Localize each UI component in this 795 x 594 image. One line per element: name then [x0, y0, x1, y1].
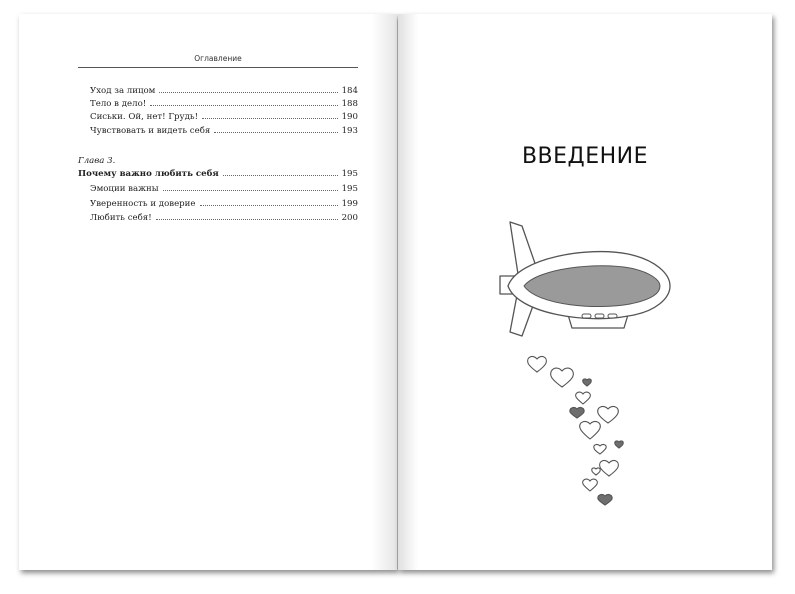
toc-entry-page: 195: [341, 169, 358, 179]
toc-entry[interactable]: [78, 213, 358, 226]
dot-leader: [214, 132, 337, 133]
toc-entry[interactable]: [78, 86, 358, 99]
toc-entry[interactable]: [78, 99, 358, 112]
toc-entry-page: 184: [341, 86, 358, 96]
toc-entry[interactable]: [78, 112, 358, 125]
toc-entry-title: Чувствовать и видеть себя: [90, 126, 211, 136]
toc-entry[interactable]: [78, 126, 358, 139]
toc-entry-title: Уход за лицом: [90, 86, 156, 96]
heart-icon: [600, 460, 619, 476]
heart-icon: [551, 368, 574, 387]
left-page: [19, 14, 397, 570]
heart-icon: [583, 479, 598, 491]
toc-entry-page: 188: [341, 99, 358, 109]
heart-icon: [583, 379, 591, 386]
heart-icon: [576, 392, 591, 404]
hearts-icon: [528, 356, 624, 505]
dot-leader: [150, 105, 337, 106]
toc-entry-page: 199: [341, 199, 358, 209]
dot-leader: [223, 175, 338, 176]
gutter-shadow: [371, 14, 397, 570]
heart-icon: [528, 356, 547, 372]
toc-entry-title: Эмоции важны: [90, 184, 159, 194]
heart-icon: [594, 445, 606, 454]
heart-icon: [592, 468, 600, 475]
dot-leader: [163, 190, 338, 191]
header-rule: [78, 67, 358, 68]
heart-icon: [570, 408, 584, 418]
running-head: Оглавление: [194, 54, 242, 63]
dot-leader: [200, 205, 338, 206]
toc-entry[interactable]: [78, 184, 358, 197]
heart-icon: [598, 406, 619, 423]
dot-leader: [202, 118, 338, 119]
heart-icon: [580, 421, 601, 439]
toc-entry-title: Тело в дело!: [90, 99, 147, 109]
dot-leader: [156, 219, 338, 220]
heart-icon: [598, 495, 612, 505]
toc-entry-page: 190: [341, 112, 358, 122]
toc-entry-title: Сиськи. Ой, нет! Грудь!: [90, 112, 199, 122]
toc-entry-title: Любить себя!: [90, 213, 152, 223]
toc-chapter-entry[interactable]: [78, 169, 358, 182]
heart-icon: [615, 441, 623, 448]
toc-entry-title: Уверенность и доверие: [90, 199, 196, 209]
toc-entry-title: Почему важно любить себя: [78, 169, 219, 179]
right-page: [398, 14, 772, 570]
toc-entry[interactable]: [78, 199, 358, 212]
chapter-heading: ВВЕДЕНИЕ: [521, 144, 649, 169]
chapter-label: Глава 3.: [78, 156, 116, 166]
toc-entry-page: 193: [341, 126, 358, 136]
toc-entry-page: 195: [341, 184, 358, 194]
airship-illustration: [398, 14, 772, 570]
dot-leader: [159, 92, 337, 93]
toc-entry-page: 200: [341, 213, 358, 223]
